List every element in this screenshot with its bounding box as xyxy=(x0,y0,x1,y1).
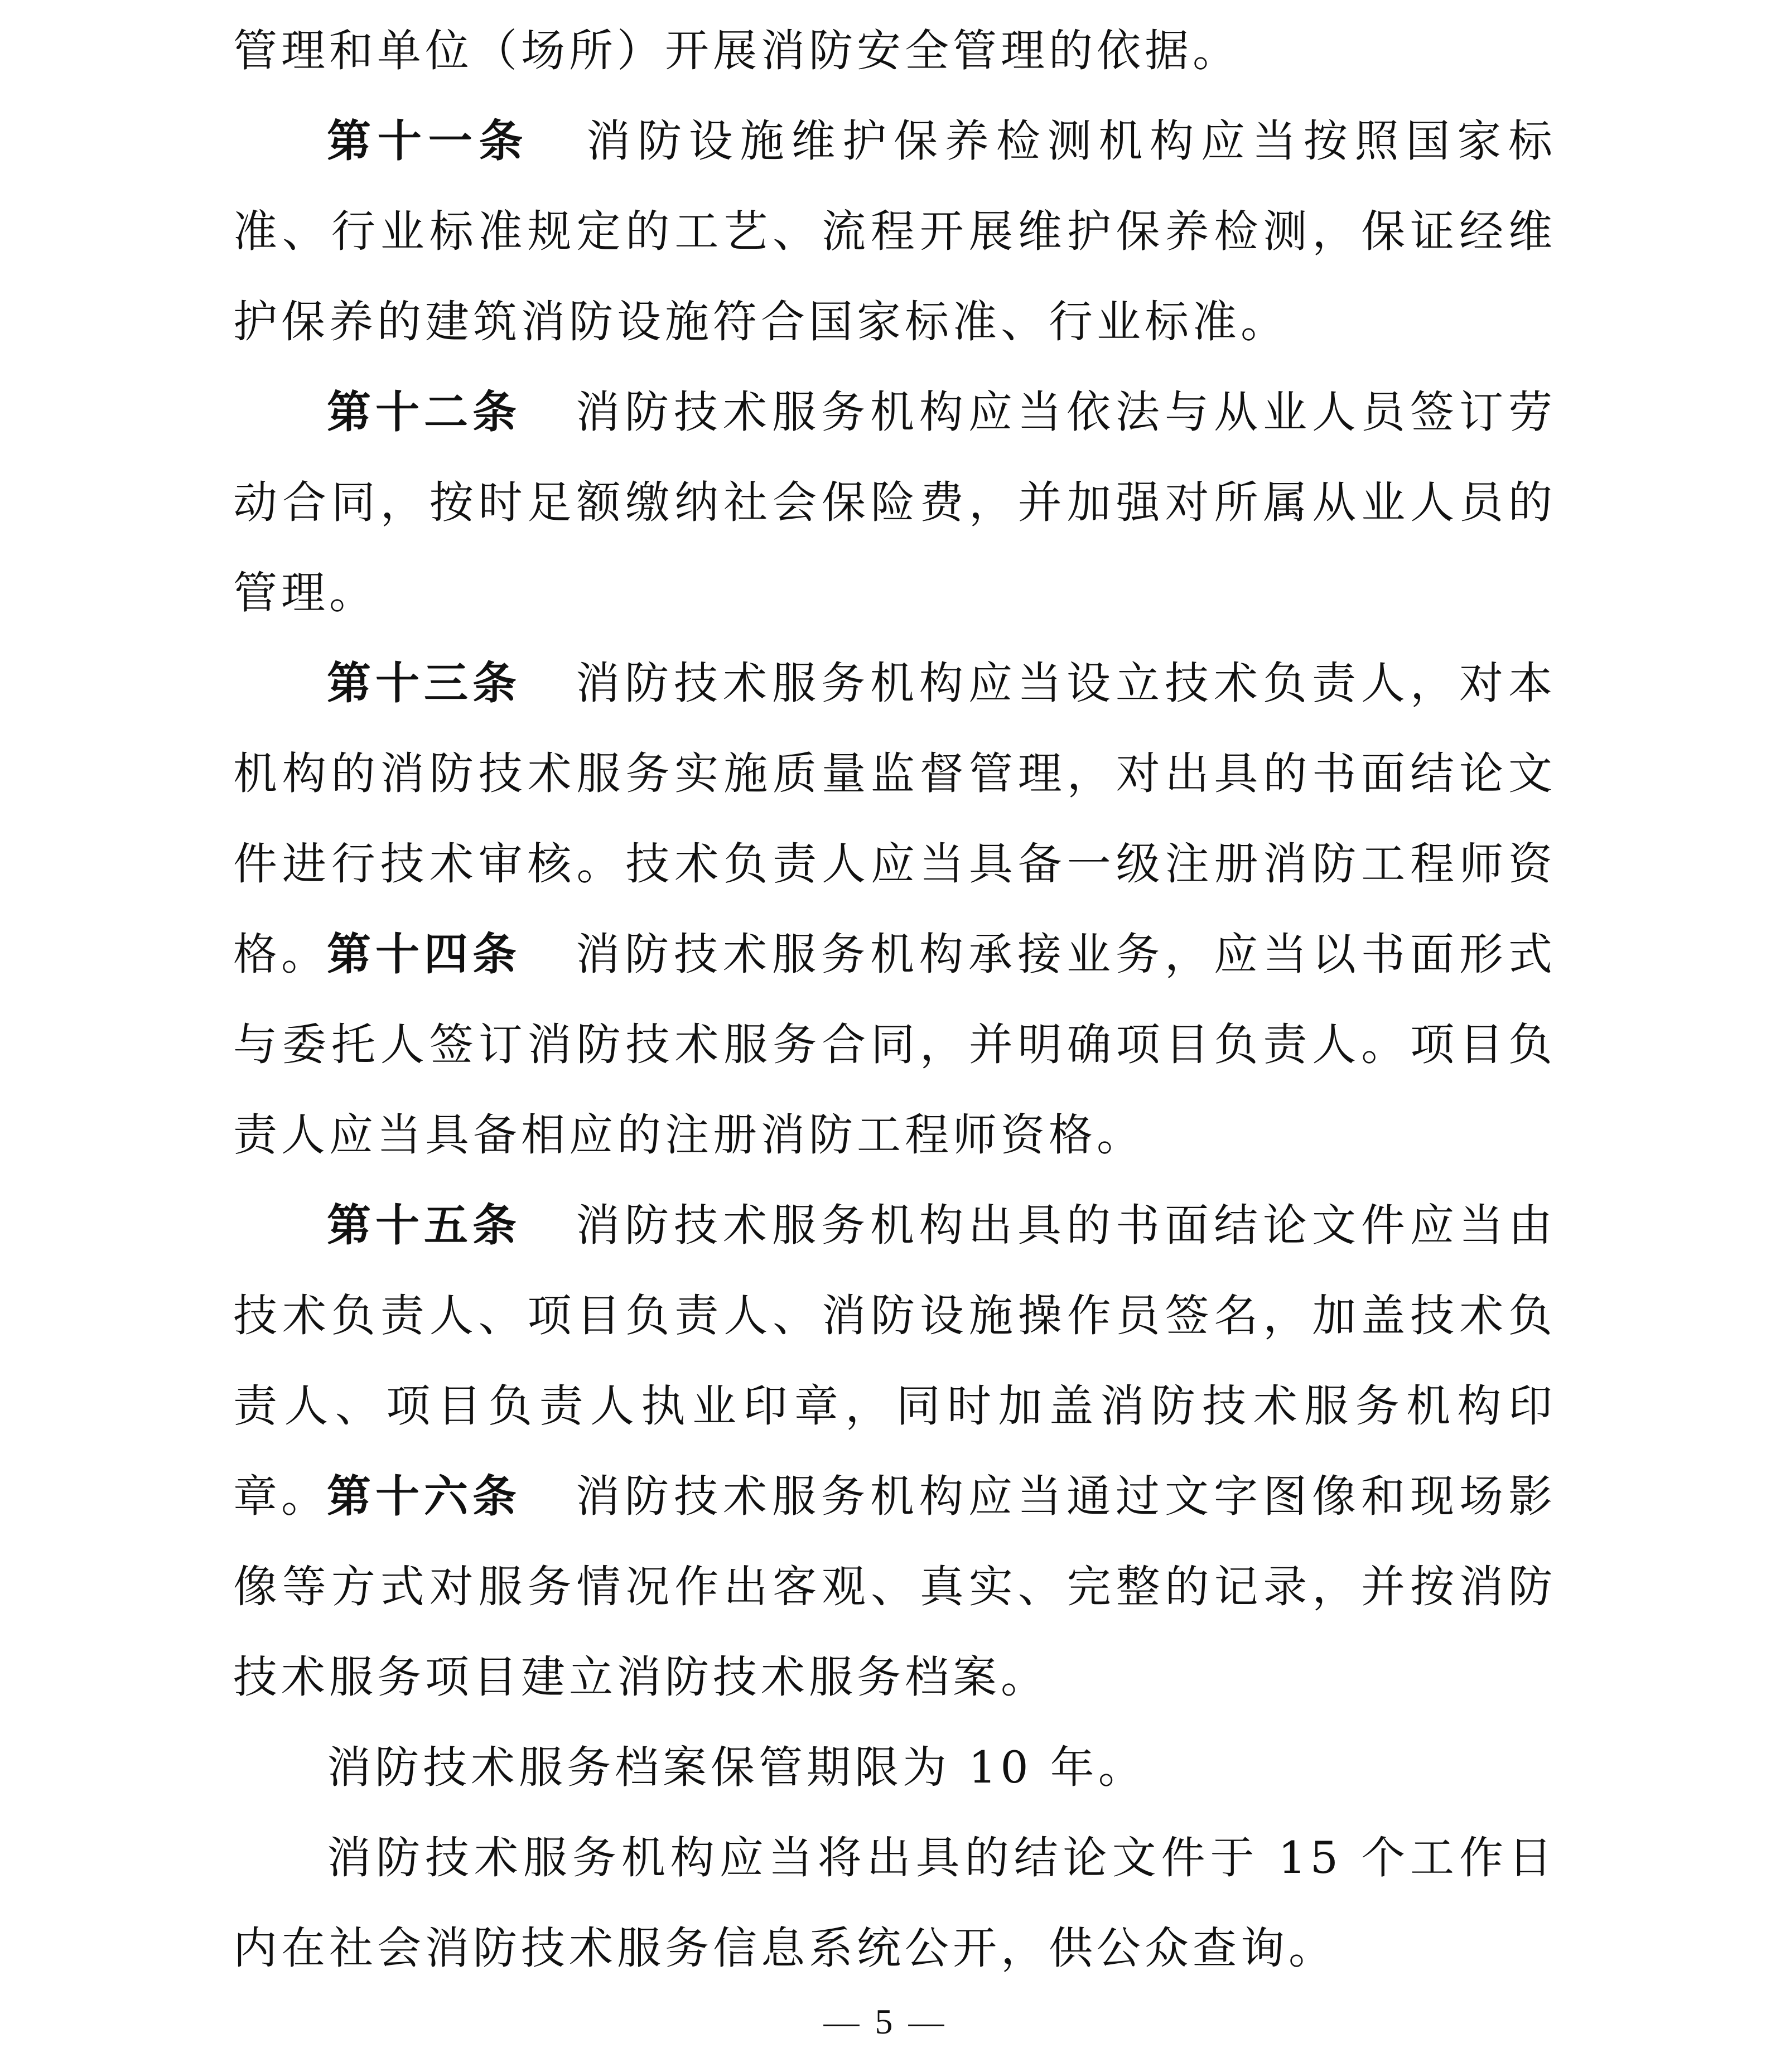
article-text: 消防技术服务机构应当设立技术负责人，对本机构的消防技术服务实施质量监督管理，对出具的书面结论文件进行技术审核。技术负责人应当具备一级注册消防工程师资格。 xyxy=(233,658,1556,980)
paragraph-text: 管理和单位（场所）开展消防安全管理的依据。 xyxy=(233,25,1241,76)
page-number: — 5 — xyxy=(823,2002,948,2041)
article-text: 消防技术服务机构出具的书面结论文件应当由技术负责人、项目负责人、消防设施操作员签名，加盖技术负责人、项目负责人执业印章，同时加盖消防技术服务机构印章。 xyxy=(233,1200,1556,1522)
article-text: 消防技术服务机构应当通过文字图像和现场影像等方式对服务情况作出客观、真实、完整的记录，并按消防技术服务项目建立消防技术服务档案。 xyxy=(233,1471,1556,1703)
article-heading: 第十四条 xyxy=(327,929,521,980)
article-heading: 第十三条 xyxy=(327,658,521,709)
paragraph-archive-retention xyxy=(233,1722,1556,1813)
paragraph-text: 消防技术服务机构应当将出具的结论文件于 15 个工作日内在社会消防技术服务信息系统公开，供公众查询。 xyxy=(233,1832,1556,1974)
article-11 xyxy=(233,96,1556,367)
paragraph-public-disclosure xyxy=(233,1813,1556,1993)
article-text: 消防技术服务机构承接业务，应当以书面形式与委托人签订消防技术服务合同，并明确项目负责人。项目负责人应当具备相应的注册消防工程师资格。 xyxy=(233,929,1556,1161)
article-14 xyxy=(233,909,1556,1180)
article-heading: 第十一条 xyxy=(327,115,530,167)
article-16 xyxy=(233,1451,1556,1722)
article-text: 消防技术服务机构应当依法与从业人员签订劳动合同，按时足额缴纳社会保险费，并加强对所属从业人员的管理。 xyxy=(233,387,1556,619)
article-heading: 第十六条 xyxy=(327,1471,521,1522)
document-page xyxy=(233,0,1556,2072)
article-heading: 第十五条 xyxy=(327,1200,521,1251)
article-heading: 第十二条 xyxy=(327,387,521,438)
paragraph-text: 消防技术服务档案保管期限为 10 年。 xyxy=(327,1742,1146,1793)
article-text: 消防设施维护保养检测机构应当按照国家标准、行业标准规定的工艺、流程开展维护保养检测，保证经维护保养的建筑消防设施符合国家标准、行业标准。 xyxy=(233,115,1557,347)
paragraph-continuation xyxy=(233,6,1556,96)
article-12 xyxy=(233,367,1556,638)
